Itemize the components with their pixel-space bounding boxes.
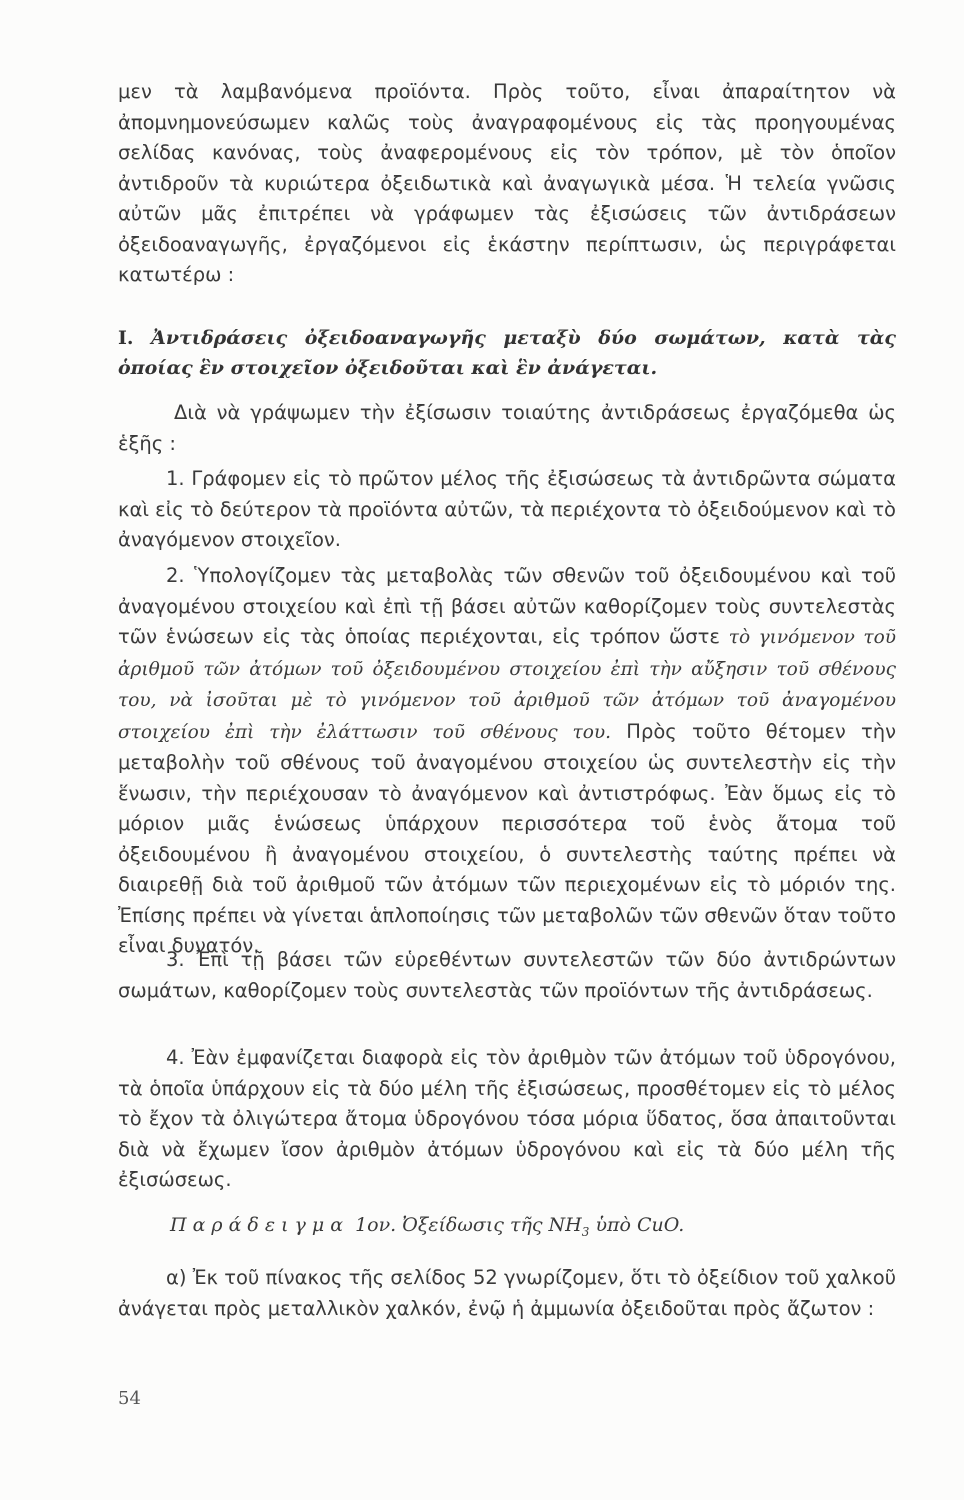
section-heading-text: Ἀντιδράσεις ὀξειδοαναγωγῆς μεταξὺ δύο σωμάτων, κατὰ τὰς ὁποίας ἓν στοιχεῖον ὀξειδοῦται καὶ ἓν ἀνάγεται. xyxy=(118,327,896,379)
intro-paragraph: μεν τὰ λαμβανόμενα προϊόντα. Πρὸς τοῦτο, εἶναι ἀπαραίτητον νὰ ἀπομνημονεύσωμεν καλῶς τοὺς ἀναγραφομένους εἰς τὰς προηγουμένας σελίδας κανόνας, τοὺς ἀναφερομένους εἰς τὸν τρόπον, μὲ τὸν ὁποῖον ἀντιδροῦν τὰ κυριώτερα ὀξειδωτικὰ καὶ ἀναγωγικὰ μέσα. Ἡ τελεία γνῶσις αὐτῶν μᾶς ἐπιτρέπει νὰ γράφωμεν τὰς ἐξισώσεις τῶν ἀντιδράσεων ὀξειδοαναγωγῆς, ἐργαζόμενοι εἰς ἑκάστην περίπτωσιν, ὡς περιγράφεται κατωτέρω : xyxy=(118,80,896,286)
step-3-paragraph: 3. Ἐπὶ τῇ βάσει τῶν εὑρεθέντων συντελεστῶν τῶν δύο ἀντιδρώντων σωμάτων, καθορίζομεν τοὺς συντελεστὰς τῶν προϊόντων τῆς ἀντιδράσεως. xyxy=(118,948,896,1002)
step-1-paragraph: 1. Γράφομεν εἰς τὸ πρῶτον μέλος τῆς ἐξισώσεως τὰ ἀντιδρῶντα σώματα καὶ εἰς τὸ δεύτερον τὰ προϊόντα αὐτῶν, τὰ περιέχοντα τὸ ὀξειδούμενον καὶ τὸ ἀναγόμενον στοιχεῖον. xyxy=(118,467,896,551)
section-heading xyxy=(118,323,896,383)
step-2-start: 2. Ὑπολογίζομεν τὰς μεταβολὰς τῶν σθενῶν τοῦ ὀξειδουμένου καὶ τοῦ ἀναγομένου στοιχείου καὶ ἐπὶ τῇ βάσει αὐτῶν καθορίζομεν τοὺς συντελεστὰς τῶν ἑνώσεων εἰς τὰς ὁποίας περιέχονται, εἰς τρόπον ὥστε xyxy=(118,564,896,648)
page-number: 54 xyxy=(118,1388,141,1409)
step-2-italic-rule: τὸ γινόμενον τοῦ ἀριθμοῦ τῶν ἀτόμων τοῦ ὀξειδουμένου στοιχείου ἐπὶ τὴν αὔξησιν τοῦ σθένους του, νὰ ἰσοῦται μὲ τὸ γινόμενον τοῦ ἀριθμοῦ τῶν ἀτόμων τοῦ ἀναγομένου στοιχείου ἐπὶ τὴν ἐλάττωσιν τοῦ σθένους του. xyxy=(118,627,897,743)
step-2-paragraph xyxy=(118,561,896,962)
section-heading-number: I. xyxy=(118,327,134,349)
part-a-paragraph: α) Ἐκ τοῦ πίνακος τῆς σελίδος 52 γνωρίζομεν, ὅτι τὸ ὀξείδιον τοῦ χαλκοῦ ἀνάγεται πρὸς μεταλλικὸν χαλκόν, ἐνῷ ἡ ἀμμωνία ὀξειδοῦται πρὸς ἄζωτον : xyxy=(118,1266,896,1320)
example-label: Παράδειγμα xyxy=(170,1214,350,1236)
example-title-b: ὑπὸ CuO. xyxy=(595,1214,685,1236)
step-4-paragraph: 4. Ἐὰν ἐμφανίζεται διαφορὰ εἰς τὸν ἀριθμὸν τῶν ἀτόμων τοῦ ὑδρογόνου, τὰ ὁποῖα ὑπάρχουν εἰς τὰ δύο μέλη τῆς ἐξισώσεως, προσθέτομεν εἰς τὸ μέλος τὸ ἔχον τὰ ὀλιγώτερα ἄτομα ὑδρογόνου τόσα μόρια ὕδατος, ὅσα ἀπαιτοῦνται διὰ νὰ ἔχωμεν ἴσον ἀριθμὸν ἀτόμων ὑδρογόνου καὶ εἰς τὰ δύο μέλη τῆς ἐξισώσεως. xyxy=(118,1046,896,1191)
step-2-end: Πρὸς τοῦτο θέτομεν τὴν μεταβολὴν τοῦ σθένους τοῦ ἀναγομένου στοιχείου ὡς συντελεστὴν εἰς τὴν ἕνωσιν, τὴν περιέχουσαν τὸ ἀναγόμενον καὶ ἀντιστρόφως. Ἐὰν ὅμως εἰς τὸ μόριον μιᾶς ἑνώσεως ὑπάρχουν περισσότερα τοῦ ἑνὸς ἄτομα τοῦ ὀξειδουμένου ἢ ἀναγομένου στοιχείου, ὁ συντελεστὴς ταύτης πρέπει νὰ διαιρεθῇ διὰ τοῦ ἀριθμοῦ τῶν ἀτόμων τῶν περιεχομένων εἰς τὸ μόριόν της. Ἐπίσης πρέπει νὰ γίνεται ἁπλοποίησις τῶν μεταβολῶν τῶν σθενῶν ὅταν τοῦτο εἶναι δυνατόν. xyxy=(118,719,897,957)
example-number: 1ον. xyxy=(355,1214,397,1236)
example-subscript: 3 xyxy=(581,1224,590,1239)
example-heading xyxy=(170,1210,890,1247)
method-intro: Διὰ νὰ γράψωμεν τὴν ἐξίσωσιν τοιαύτης ἀντιδράσεως ἐργαζόμεθα ὡς ἑξῆς : xyxy=(118,401,896,455)
example-title-a: Ὀξείδωσις τῆς NH xyxy=(402,1214,582,1236)
